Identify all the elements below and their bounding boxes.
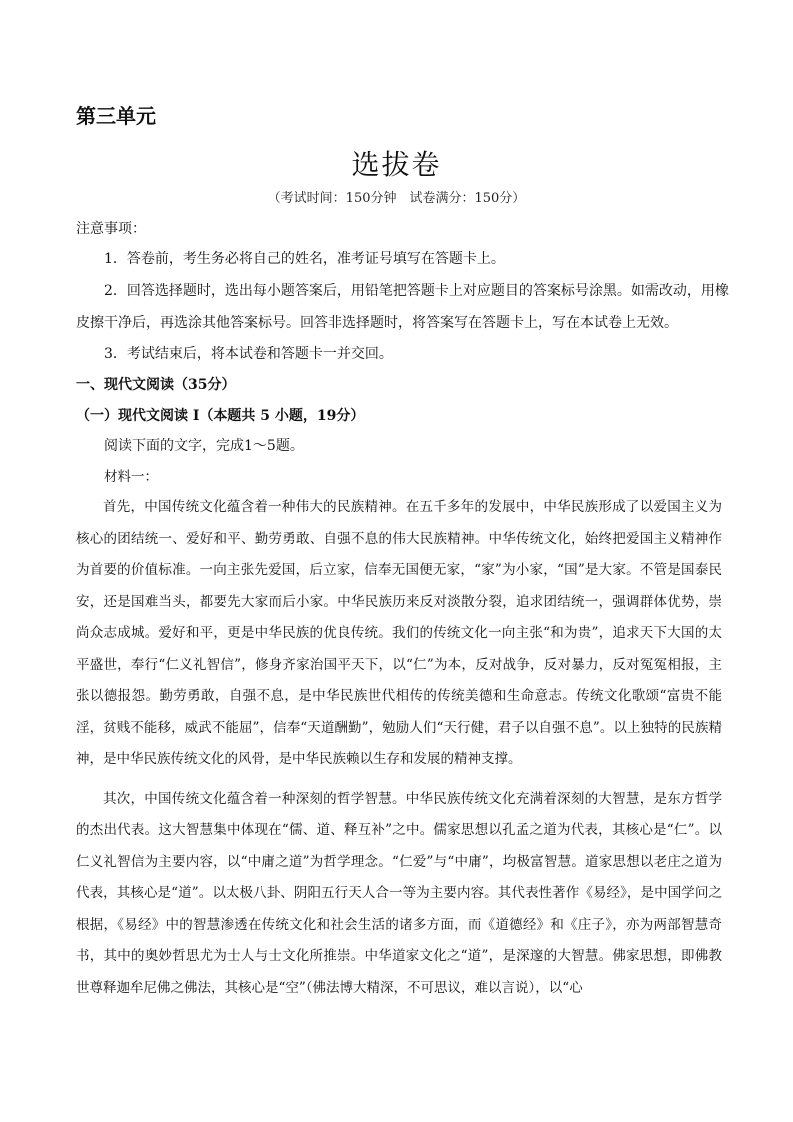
notice-item-2: 2．回答选择题时，选出每小题答案后，用铅笔把答题卡上对应题目的答案标号涂黑。如需改动，用橡 <box>104 283 729 299</box>
unit-title: 第三单元 <box>76 104 156 128</box>
notice-heading: 注意事项： <box>76 221 146 237</box>
paragraph-2: 其次，中国传统文化蕴含着一种深刻的哲学智慧。中华民族传统文化充满着深刻的大智慧，是东方哲学的杰出代表。这大智慧集中体现在“儒、道、释互补”之中。儒家思想以孔孟之道为代表，其核心是“仁”。以仁义礼智信为主要内容，以“中庸之道”为哲学理念。“仁爱”与“中庸”，均极富智慧。道家思想以老庄之道为代表，其核心是“道”。以太极八卦、阴阳五行天人合一等为主要内容。其代表性著作《易经》，是中国学问之根据，《易经》中的智慧渗透在传统文化和社会生活的诸多方面，而《道德经》和《庄子》，亦为两部智慧奇书，其中的奥妙哲思尤为士人与士文化所推崇。中华道家文化之“道”，是深邃的大智慧。佛家思想，即佛教世尊释迦牟尼佛之佛法，其核心是“空”（佛法博大精深，不可思议，难以言说），以“心 <box>76 790 722 996</box>
section-heading: 一、现代文阅读（35分） <box>76 377 236 393</box>
subsection-heading: （一）现代文阅读 I（本题共 5 小题，19分） <box>76 408 365 424</box>
notice-item-1: 1．答卷前，考生务必将自己的姓名，准考证号填写在答题卡上。 <box>104 251 505 267</box>
exam-info: （考试时间：150分钟 试卷满分：150分） <box>267 191 526 206</box>
passage-body <box>76 492 722 1004</box>
paragraph-1: 首先，中国传统文化蕴含着一种伟大的民族精神。在五千多年的发展中，中华民族形成了以爱国主义为核心的团结统一、爱好和平、勤劳勇敢、自强不息的伟大民族精神。中华传统文化，始终把爱国主义精神作为首要的价值标准。一向主张先爱国，后立家，信奉无国便无家，“家”为小家，“国”是大家。不管是国泰民安，还是国难当头，都要先大家而后小家。中华民族历来反对淡散分裂，追求团结统一，强调群体优势，崇尚众志成城。爱好和平，更是中华民族的优良传统。我们的传统文化一向主张“和为贵”，追求天下大国的太平盛世，奉行“仁义礼智信”，修身齐家治国平天下，以“仁”为本，反对战争，反对暴力，反对冤冤相报，主张以德报怨。勤劳勇敢，自强不息，是中华民族世代相传的传统美德和生命意志。传统文化歌颂“富贵不能淫，贫贱不能移，威武不能屈”，信奉“天道酬勤”，勉励人们“天行健，君子以自强不息”。以上独特的民族精神，是中华民族传统文化的风骨，是中华民族赖以生存和发展的精神支撑。 <box>76 499 722 767</box>
instruction-text: 阅读下面的文字，完成1～5题。 <box>104 438 304 454</box>
material-label: 材料一： <box>104 469 158 485</box>
notice-item-2-cont: 皮擦干净后，再选涂其他答案标号。回答非选择题时，将答案写在答题卡上，写在本试卷上无效。 <box>76 315 678 331</box>
notice-item-3: 3．考试结束后，将本试卷和答题卡一并交回。 <box>104 346 393 362</box>
main-title: 选拔卷 <box>351 148 442 181</box>
